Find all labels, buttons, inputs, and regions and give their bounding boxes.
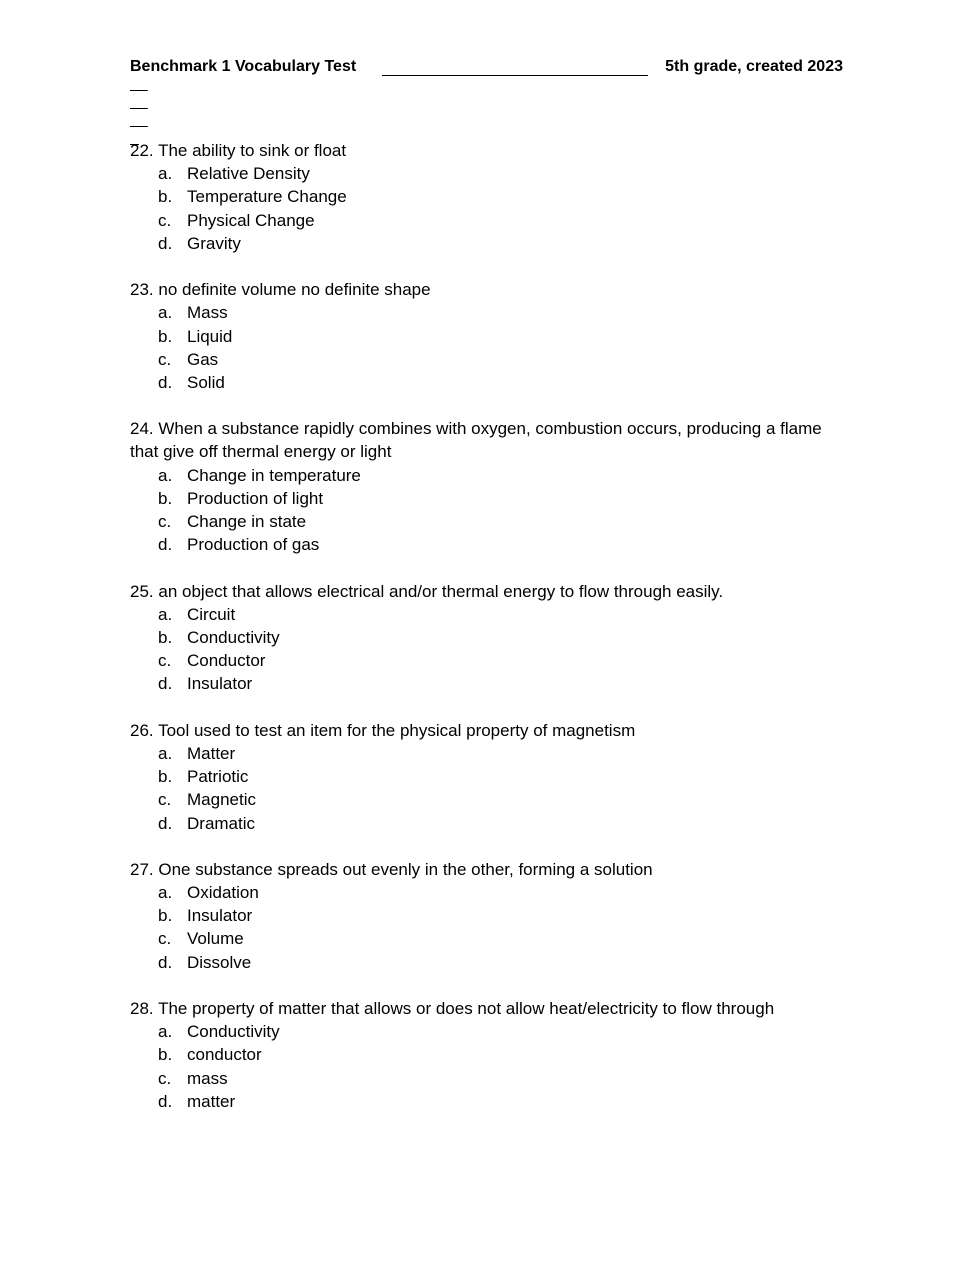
option-text: Mass [187,303,228,323]
option-text: Insulator [187,906,253,926]
option-text: Dramatic [187,813,256,833]
question-text [130,858,850,881]
answer-option [130,325,850,348]
answer-option [130,464,850,487]
answer-option [130,1043,850,1066]
option-text: Change in temperature [187,465,361,485]
question-text [130,580,850,603]
option-letter: b. [158,628,173,648]
answer-option [130,904,850,927]
answer-option [130,1090,850,1113]
question-text [130,139,850,162]
option-letter: a. [158,465,173,485]
question-text [130,417,850,463]
option-letter: a. [158,303,173,323]
answer-option [130,185,850,208]
option-text: Physical Change [187,210,315,230]
option-letter: c. [158,512,172,532]
answer-option [130,209,850,232]
option-text: Change in state [187,512,307,532]
question-number: 28. [130,999,154,1019]
answer-option [130,510,850,533]
option-text: Conductivity [187,628,280,648]
option-letter: d. [158,233,173,253]
option-letter: d. [158,674,173,694]
question-text [130,997,850,1020]
option-letter: a. [158,164,173,184]
option-text: Temperature Change [187,187,347,207]
option-letter: b. [158,767,173,787]
question-23 [130,278,850,394]
option-letter: c. [158,790,172,810]
option-text: Insulator [187,674,253,694]
option-text: Volume [187,929,244,949]
option-text: Oxidation [187,883,259,903]
answer-option [130,487,850,510]
option-letter: b. [158,1045,173,1065]
question-number: 23. [130,280,154,300]
option-letter: d. [158,1091,173,1111]
question-number: 22. [130,141,154,160]
option-text: Conductor [187,651,266,671]
option-text: Liquid [187,326,233,346]
answer-option [130,672,850,695]
answer-option [130,742,850,765]
answer-options [130,1020,850,1113]
answer-option [130,348,850,371]
answer-option [130,533,850,556]
test-title: Benchmark 1 Vocabulary Test [130,58,357,75]
question-text [130,719,850,742]
option-letter: a. [158,743,173,763]
option-text: Matter [187,743,236,763]
answer-option [130,162,850,185]
question-prompt: an object that allows electrical and/or thermal energy to flow through easily. [158,581,724,601]
option-text: Solid [187,372,225,392]
question-25 [130,580,850,696]
option-text: Dissolve [187,952,252,972]
option-letter: d. [158,535,173,555]
question-prompt: One substance spreads out evenly in the other, forming a solution [158,859,653,879]
page-header [130,58,843,80]
option-letter: b. [158,326,173,346]
question-number: 27. [130,859,154,879]
grade-info: 5th grade, created 2023 [665,58,843,75]
option-letter: c. [158,929,172,949]
answer-option [130,812,850,835]
answer-option [130,951,850,974]
question-24 [130,417,850,556]
answer-options [130,464,850,557]
answer-option [130,649,850,672]
option-text: Magnetic [187,790,256,810]
answer-options [130,603,850,696]
answer-option [130,788,850,811]
question-prompt: The ability to sink or float [158,141,347,160]
option-letter: d. [158,813,173,833]
option-text: Circuit [187,604,236,624]
answer-option [130,301,850,324]
header-underline-gap [382,58,648,76]
question-text [130,278,850,301]
option-text: Relative Density [187,164,310,184]
option-letter: b. [158,488,173,508]
question-prompt: When a substance rapidly combines with oxygen, combustion occurs, producing a flame that give off thermal energy or light [130,419,822,462]
option-letter: c. [158,349,172,369]
answer-options [130,742,850,835]
answer-option [130,927,850,950]
answer-option [130,1067,850,1090]
option-letter: b. [158,906,173,926]
option-text: mass [187,1068,228,1088]
option-text: Gravity [187,233,241,253]
option-text: Production of light [187,488,324,508]
option-text: Production of gas [187,535,320,555]
question-list [130,139,850,1136]
option-letter: c. [158,651,172,671]
answer-option [130,232,850,255]
answer-options [130,881,850,974]
option-text: matter [187,1091,236,1111]
question-number: 26. [130,720,154,740]
option-text: Patriotic [187,767,249,787]
question-prompt: The property of matter that allows or does not allow heat/electricity to flow through [158,999,775,1019]
question-number: 24. [130,419,154,439]
answer-option [130,603,850,626]
option-letter: a. [158,883,173,903]
option-letter: b. [158,187,173,207]
answer-options [130,301,850,394]
question-26 [130,719,850,835]
option-text: Gas [187,349,219,369]
answer-option [130,881,850,904]
answer-option [130,626,850,649]
option-letter: c. [158,1068,172,1088]
option-text: conductor [187,1045,262,1065]
option-letter: a. [158,604,173,624]
question-22 [130,139,850,255]
option-letter: d. [158,952,173,972]
option-letter: d. [158,372,173,392]
answer-option [130,1020,850,1043]
option-text: Conductivity [187,1022,280,1042]
answer-options [130,162,850,255]
question-28 [130,997,850,1113]
question-prompt: no definite volume no definite shape [158,280,431,300]
question-prompt: Tool used to test an item for the physical property of magnetism [158,720,636,740]
answer-option [130,765,850,788]
question-number: 25. [130,581,154,601]
answer-option [130,371,850,394]
option-letter: c. [158,210,172,230]
option-letter: a. [158,1022,173,1042]
question-27 [130,858,850,974]
